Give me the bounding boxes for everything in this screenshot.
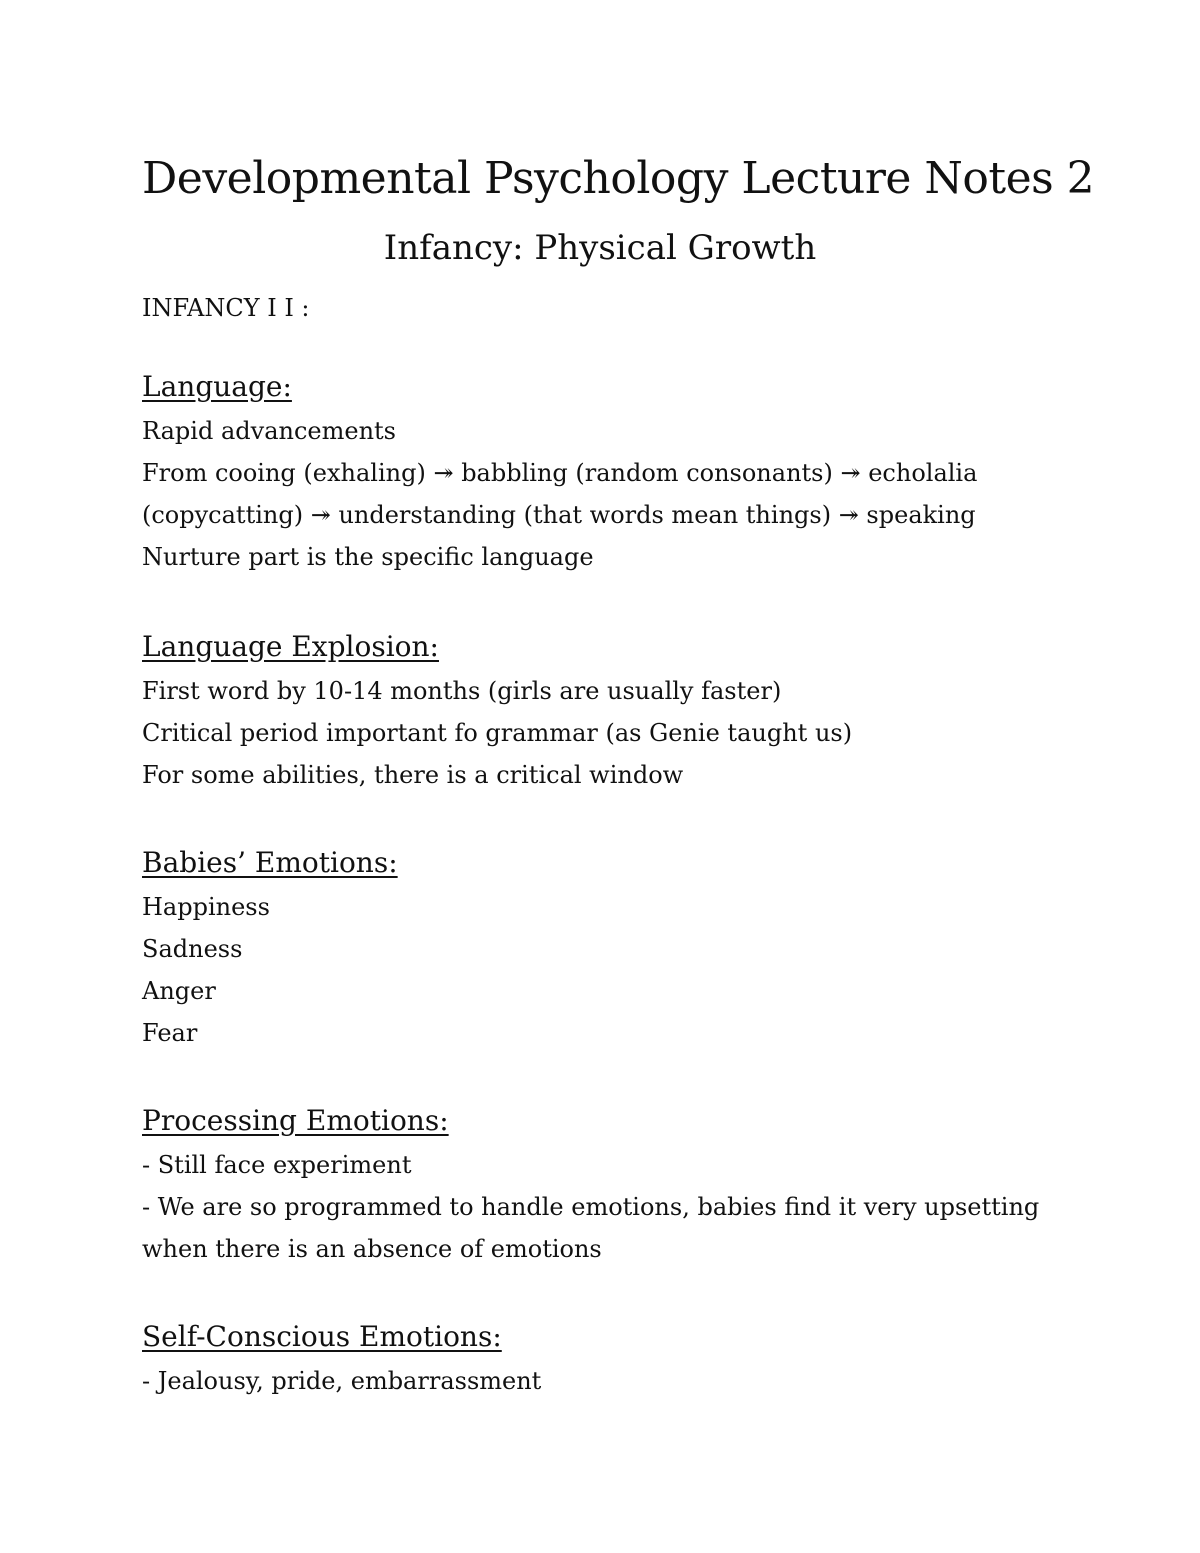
section-language-explosion [142, 624, 1102, 796]
section-self-conscious-emotions [142, 1314, 1102, 1402]
document-title: Developmental Psychology Lecture Notes 2 [142, 153, 1095, 204]
section-line: when there is an absence of emotions [142, 1235, 602, 1263]
section-line: First word by 10-14 months (girls are usually faster) [142, 677, 782, 705]
section-line: Sadness [142, 935, 243, 963]
unit-label: INFANCY I I : [142, 294, 310, 322]
section-line: - We are so programmed to handle emotions, babies find it very upsetting [142, 1193, 1040, 1221]
section-line: - Jealousy, pride, embarrassment [142, 1367, 542, 1395]
section-heading: Language: [142, 370, 292, 403]
section-line: - Still face experiment [142, 1151, 412, 1179]
section-line: Fear [142, 1019, 198, 1047]
section-line: From cooing (exhaling) ↠ babbling (random consonants) ↠ echolalia [142, 459, 978, 487]
section-heading: Language Explosion: [142, 630, 439, 663]
section-language [142, 364, 1102, 578]
section-heading: Self-Conscious Emotions: [142, 1320, 502, 1353]
section-line: Nurture part is the specific language [142, 543, 594, 571]
section-line: For some abilities, there is a critical window [142, 761, 684, 789]
section-line: Rapid advancements [142, 417, 396, 445]
section-heading: Processing Emotions: [142, 1104, 449, 1137]
section-line: (copycatting) ↠ understanding (that words mean things) ↠ speaking [142, 501, 976, 529]
section-heading: Babies’ Emotions: [142, 846, 398, 879]
document-subtitle: Infancy: Physical Growth [383, 228, 817, 268]
section-babies-emotions [142, 840, 1102, 1054]
section-processing-emotions [142, 1098, 1102, 1270]
section-line: Critical period important fo grammar (as Genie taught us) [142, 719, 853, 747]
section-line: Anger [142, 977, 216, 1005]
section-line: Happiness [142, 893, 270, 921]
